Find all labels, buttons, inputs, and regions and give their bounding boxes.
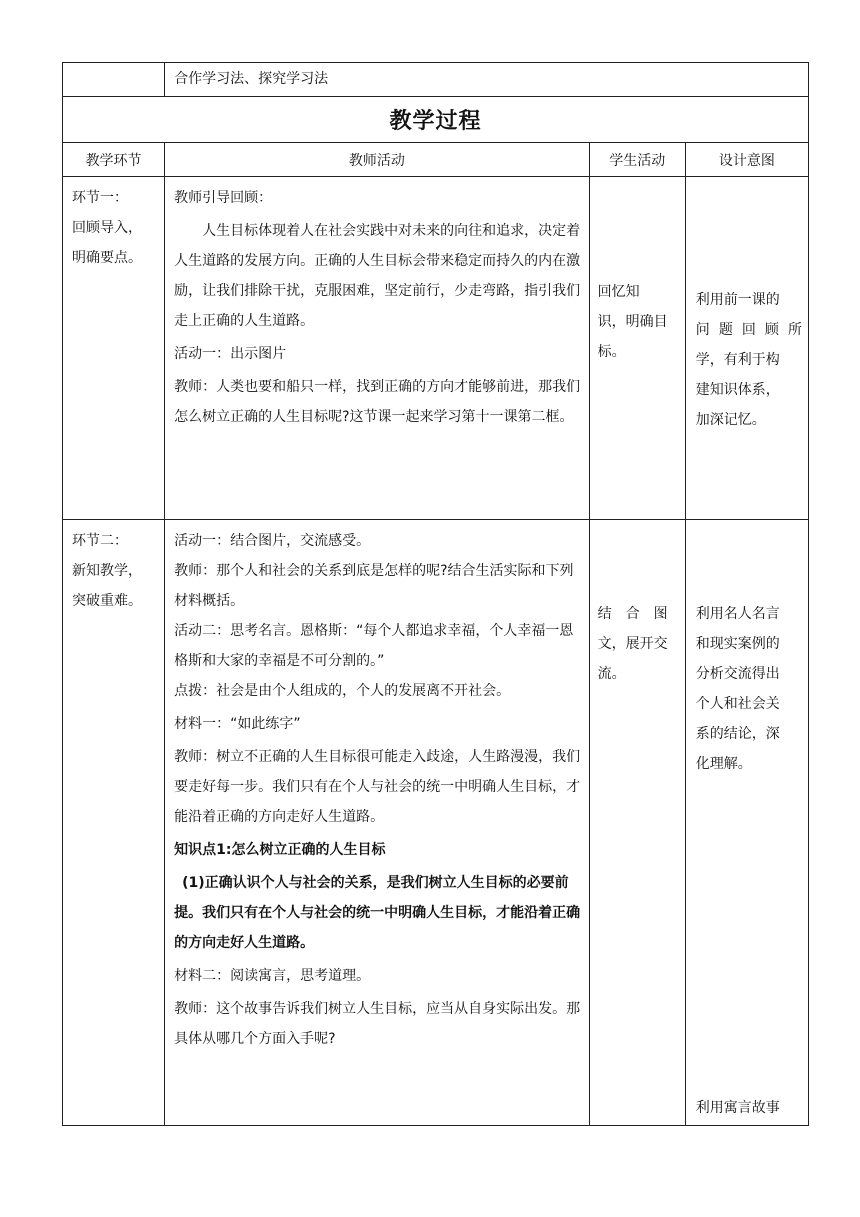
stage-line: 环节二： bbox=[72, 533, 128, 549]
teacher-paragraph: 人生目标体现着人在社会实践中对未来的向往和追求，决定着人生道路的发展方向。正确的人生目标会带来稳定而持久的内在激励，让我们排除干扰，克服困难，坚定前行，少走弯路，指引我们走上正确的人生道路。 bbox=[174, 223, 581, 329]
header-student: 学生活动 bbox=[589, 143, 685, 177]
design-line: 加深记忆。 bbox=[695, 412, 766, 428]
teacher-activity-cell bbox=[165, 177, 590, 520]
design-line: 个人和社会关 bbox=[695, 696, 780, 712]
stage-cell bbox=[63, 520, 165, 1126]
teaching-method-value: 合作学习法、探究学习法 bbox=[165, 63, 809, 97]
stage-line: 明确要点。 bbox=[72, 250, 142, 266]
material-label: 材料二：阅读寓言，思考道理。 bbox=[174, 968, 371, 984]
activity-label: 活动二：思考名言。恩格斯：“每个人都追求幸福，个人幸福一恩格斯和大家的幸福是不可分割的。” bbox=[174, 623, 574, 669]
teacher-activity-cell bbox=[165, 520, 590, 1126]
stage-line: 突破重难。 bbox=[72, 593, 142, 609]
design-intent-cell bbox=[685, 177, 808, 520]
teacher-question: 教师：那个人和社会的关系到底是怎样的呢?结合生活实际和下列材料概括。 bbox=[174, 563, 574, 609]
teacher-closing: 教师：人类也要和船只一样，找到正确的方向才能够前进，那我们怎么树立正确的人生目标呢?这节课一起来学习第十一课第二框。 bbox=[174, 379, 581, 425]
design-line: 建知识体系， bbox=[695, 382, 780, 398]
student-line: 文，展开交 bbox=[597, 636, 668, 652]
design-line: 学，有利于构 bbox=[695, 352, 780, 368]
tip-text: 点拨：社会是由个人组成的，个人的发展离不开社会。 bbox=[174, 683, 511, 699]
student-line: 结 合 图 bbox=[597, 606, 668, 622]
design-intent-cell bbox=[685, 520, 808, 1126]
teaching-plan-table bbox=[62, 62, 809, 1126]
teacher-paragraph: 教师：树立不正确的人生目标很可能走入歧途，人生路漫漫，我们要走好每一步。我们只有在个人与社会的统一中明确人生目标，才能沿着正确的方向走好人生道路。 bbox=[174, 749, 581, 825]
student-line: 标。 bbox=[597, 344, 626, 360]
teacher-paragraph: 教师：这个故事告诉我们树立人生目标，应当从自身实际出发。那具体从哪几个方面入手呢? bbox=[174, 1001, 581, 1047]
title-row bbox=[63, 97, 809, 143]
activity-label: 活动一：出示图片 bbox=[174, 346, 287, 362]
header-row bbox=[63, 143, 809, 177]
table-row bbox=[63, 520, 809, 1126]
student-line: 流。 bbox=[597, 666, 626, 682]
header-stage: 教学环节 bbox=[63, 143, 165, 177]
design-line: 问 题 回 顾 所 bbox=[695, 322, 802, 338]
student-line: 识，明确目 bbox=[597, 314, 668, 330]
stage-cell bbox=[63, 177, 165, 520]
header-design: 设计意图 bbox=[685, 143, 808, 177]
stage-line: 环节一： bbox=[72, 190, 128, 206]
student-activity-cell bbox=[589, 520, 685, 1126]
stage-line: 回顾导入， bbox=[72, 220, 142, 236]
section-title: 教学过程 bbox=[63, 97, 809, 143]
table-row bbox=[63, 177, 809, 520]
design-line: 分析交流得出 bbox=[695, 666, 780, 682]
design-line: 利用前一课的 bbox=[695, 292, 780, 308]
design-tail-line: 利用寓言故事 bbox=[695, 1100, 780, 1116]
activity-label: 活动一：结合图片，交流感受。 bbox=[174, 533, 371, 549]
design-line: 系的结论，深 bbox=[695, 726, 780, 742]
student-line: 回忆知 bbox=[597, 284, 640, 300]
design-line: 和现实案例的 bbox=[695, 636, 780, 652]
design-line: 利用名人名言 bbox=[695, 606, 780, 622]
student-activity-cell bbox=[589, 177, 685, 520]
method-label-cell bbox=[63, 63, 165, 97]
knowledge-point-title: 知识点1:怎么树立正确的人生目标 bbox=[174, 842, 386, 858]
design-line: 化理解。 bbox=[695, 756, 752, 772]
method-row bbox=[63, 63, 809, 97]
knowledge-point-body: (1)正确认识个人与社会的关系，是我们树立人生目标的必要前提。我们只有在个人与社会的统一中明确人生目标，才能沿着正确的方向走好人生道路。 bbox=[174, 875, 581, 951]
header-teacher: 教师活动 bbox=[165, 143, 590, 177]
material-label: 材料一：“如此练字” bbox=[174, 716, 301, 732]
stage-line: 新知教学， bbox=[72, 563, 142, 579]
teacher-intro: 教师引导回顾： bbox=[174, 190, 273, 206]
